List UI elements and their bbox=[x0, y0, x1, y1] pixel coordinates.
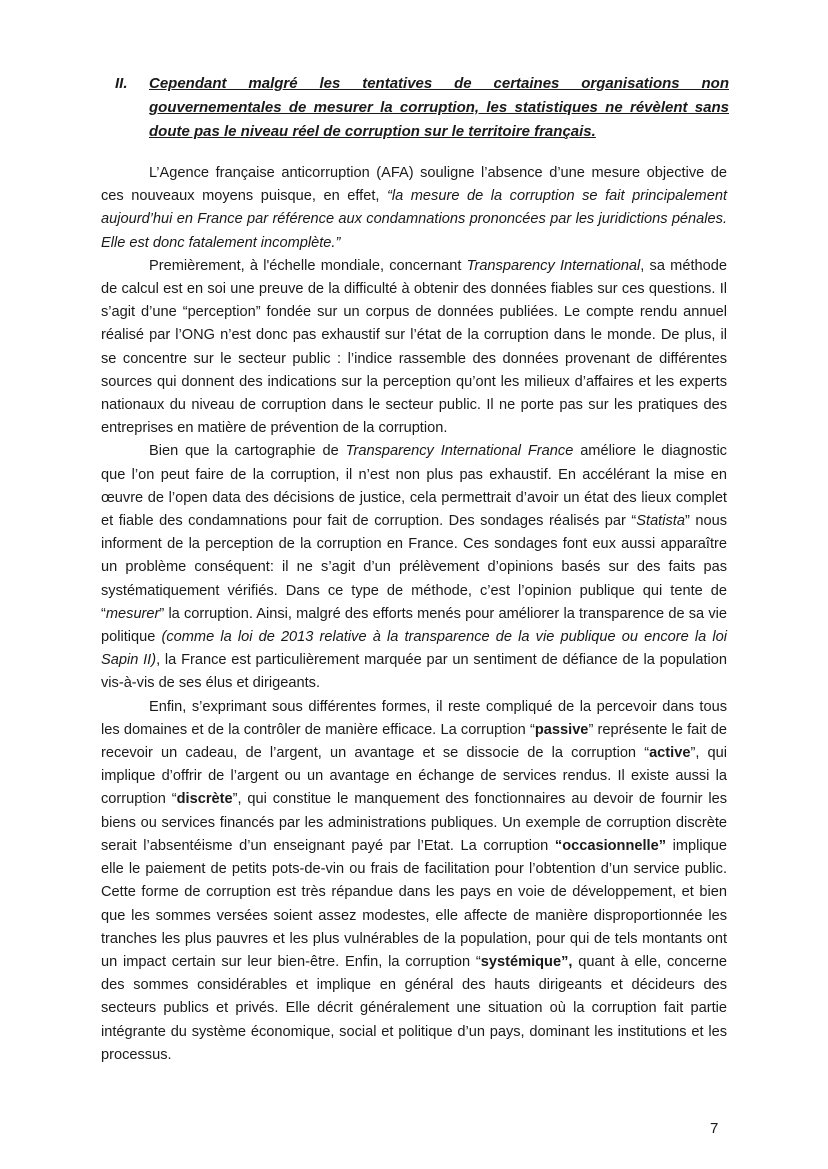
text-run: ” représente le fait de recevoir un cadeau, de l’argent, un avantage et se dissocie de la corruption “ bbox=[101, 721, 727, 762]
transparency-international-france-term: Transparency International France bbox=[345, 443, 574, 460]
transparency-international-term: Transparency International bbox=[466, 257, 641, 274]
occasionnelle-term: “occasionnelle” bbox=[554, 837, 667, 854]
text-run: ”, qui constitue le manquement des fonctionnaires au devoir de fournir les biens ou services financés par les administrations publiques. Un exemple de corruption discrète serait l’absentéisme d’un enseignant payé par l’Etat. La corruption bbox=[101, 791, 727, 854]
text-run: , la France est particulièrement marquée par un sentiment de défiance de la population vis-à-vis de ses élus et dirigeants. bbox=[101, 652, 727, 692]
statista-term: Statista bbox=[636, 513, 685, 530]
discrete-term: discrète bbox=[176, 791, 233, 808]
section-title: Cependant malgré les tentatives de certaines organisations non gouvernementales de mesurer la corruption, les statistiques ne révèlent sans doute pas le niveau réel de corruption sur le territoire français. bbox=[149, 75, 729, 140]
page-number: 7 bbox=[710, 1120, 719, 1137]
text-run: , sa méthode de calcul est en soi une preuve de la difficulté à obtenir des données fiables sur ces questions. Il s’agit d’une “perception” fondée sur un corpus de données publiées. Le compte rendu annuel réalisé par l’ONG n’est donc pas exhaustif sur l’état de la corruption dans le monde. De plus, il se concentre sur le secteur public : l’indice rassemble des données provenant de différentes sources qui donnent des indications sur la perception qu’ont les milieux d’affaires et les experts nationaux du niveau de corruption dans le secteur public. Il ne porte pas sur les pratiques des entreprises en matière de prévention de la corruption. bbox=[101, 257, 727, 437]
text-run: Enfin, s’exprimant sous différentes formes, il reste compliqué de la percevoir dans tous les domaines et de la contrôler de manière efficace. La corruption “ bbox=[101, 698, 727, 738]
text-run: L’Agence française anticorruption (AFA) souligne l’absence d’une mesure objective de ces nouveaux moyens puisque, en effet, bbox=[101, 165, 727, 205]
paragraph-corruption-forms bbox=[101, 696, 727, 1067]
paragraph-cartography bbox=[101, 440, 727, 695]
active-term: active bbox=[649, 745, 691, 762]
text-run: quant à elle, concerne des sommes considérables et implique en général des hauts dirigeants et décideurs des secteurs publics et privés. Elle décrit généralement une situation où la corruption fait partie intégrante du système économique, social et politique d’un pays, dominant les institutions et les processus. bbox=[101, 953, 727, 1063]
text-run: améliore le diagnostic que l’on peut faire de la corruption, il n’est non plus pas exhaustif. En accélérant la mise en œuvre de l’open data des décisions de justice, cela permettrait d’avoir un état des lieux complet et fiable des condamnations pour fait de corruption. Des sondages réalisés par “ bbox=[101, 443, 727, 530]
paragraph-transparency-international bbox=[101, 255, 727, 441]
afa-quote: “la mesure de la corruption se fait principalement aujourd’hui en France par référence aux condamnations prononcées par les juridictions pénales. Elle est donc fatalement incomplète.” bbox=[101, 188, 727, 251]
section-number: II. bbox=[115, 75, 128, 92]
passive-term: passive bbox=[534, 721, 589, 738]
text-run: ”, qui implique d’offrir de l’argent ou un avantage en échange de services rendus. Il existe aussi la corruption “ bbox=[101, 745, 727, 808]
paragraph-afa bbox=[101, 162, 727, 255]
text-run: ” la corruption. Ainsi, malgré des efforts menés pour améliorer la transparence de sa vie politique bbox=[101, 605, 727, 646]
text-run: ” nous informent de la perception de la corruption en France. Ces sondages font eux aussi apparaître un problème conséquent: il ne s’agit d’un prélèvement d’opinions basés sur des faits pas systématiquement vérifiés. Dans ce type de méthode, c’est l’opinion publique qui tente de “ bbox=[101, 513, 727, 622]
systemique-term: systémique”, bbox=[480, 953, 573, 970]
mesurer-term: mesurer bbox=[105, 605, 160, 622]
document-body bbox=[101, 162, 727, 1067]
law-parenthetical: (comme la loi de 2013 relative à la transparence de la vie publique ou encore la loi Sapin II) bbox=[101, 629, 727, 669]
text-run: Bien que la cartographie de bbox=[149, 443, 346, 460]
text-run: implique elle le paiement de petits pots-de-vin ou frais de facilitation pour l’obtention d’un service public. Cette forme de corruption est très répandue dans les pays en voie de développement, et bien que les sommes versées soient assez modestes, elle affecte de manière disproportionnée les tranches les plus pauvres et les plus vulnérables de la population, pour qui de tels montants ont un impact certain sur leur bien-être. Enfin, la corruption “ bbox=[101, 837, 728, 970]
text-run: Premièrement, à l'échelle mondiale, concernant bbox=[149, 257, 467, 274]
